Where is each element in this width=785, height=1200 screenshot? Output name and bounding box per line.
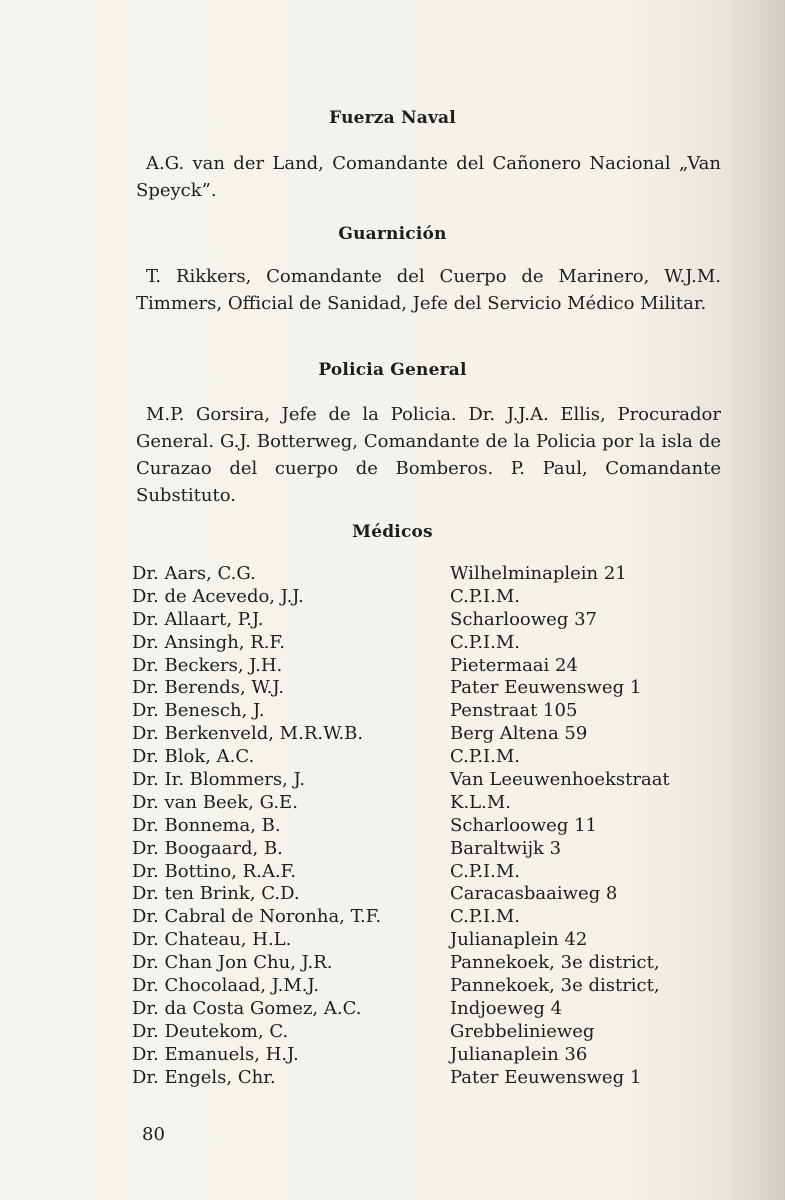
list-item <box>132 929 692 952</box>
list-item <box>132 952 692 975</box>
list-item <box>132 861 692 884</box>
list-item <box>132 1044 692 1067</box>
list-item <box>132 815 692 838</box>
doctor-address: Scharlooweg 37 <box>450 608 597 630</box>
paragraph: T. Rikkers, Comandante del Cuerpo de Marinero, W.J.M. Timmers, Official de Sanidad, Jefe del Servicio Médico Militar. <box>136 266 721 314</box>
doctor-name: Dr. Emanuels, H.J. <box>132 1043 299 1065</box>
doctor-address: Pater Eeuwensweg 1 <box>450 677 642 699</box>
doctor-name: Dr. Ir. Blommers, J. <box>132 769 306 791</box>
doctor-address: C.P.I.M. <box>450 906 521 928</box>
section-text-guarnicion <box>136 263 721 317</box>
doctor-address: Wilhelminaplein 21 <box>450 563 627 584</box>
list-item <box>132 883 692 906</box>
doctor-name: Dr. Chan Jon Chu, J.R. <box>132 952 333 974</box>
section-heading-guarnicion: Guarnición <box>338 224 447 244</box>
list-item <box>132 700 692 723</box>
section-text-fuerza-naval <box>136 150 721 204</box>
list-item <box>132 746 692 769</box>
doctor-name: Dr. Chocolaad, J.M.J. <box>132 975 320 997</box>
doctor-name: Dr. Blok, A.C. <box>132 746 255 768</box>
doctor-address: Scharlooweg 11 <box>450 814 597 836</box>
doctor-address: Julianaplein 36 <box>450 1043 588 1065</box>
section-heading-medicos: Médicos <box>352 522 433 542</box>
doctor-name: Dr. de Acevedo, J.J. <box>132 585 304 607</box>
doctor-address: C.P.I.M. <box>450 746 521 768</box>
list-item <box>132 723 692 746</box>
section-heading-fuerza-naval: Fuerza Naval <box>329 108 456 128</box>
doctor-address: Baraltwijk 3 <box>450 837 562 859</box>
doctor-address: Indjoeweg 4 <box>450 997 563 1019</box>
paragraph: M.P. Gorsira, Jefe de la Policia. Dr. J.J.A. Ellis, Procurador General. G.J. Botterweg, Comandante de la Policia por la isla de Curazao del cuerpo de Bomberos. P. Paul, Comandante Substituto. <box>136 404 721 506</box>
list-item <box>132 975 692 998</box>
list-item <box>132 906 692 929</box>
doctor-address: Penstraat 105 <box>450 700 578 722</box>
list-item <box>132 769 692 792</box>
list-item <box>132 677 692 700</box>
doctor-name: Dr. Deutekom, C. <box>132 1020 289 1042</box>
doctor-name: Dr. Engels, Chr. <box>132 1066 276 1088</box>
doctor-name: Dr. ten Brink, C.D. <box>132 883 300 905</box>
doctor-address: Grebbelinieweg <box>450 1020 595 1042</box>
list-item <box>132 998 692 1021</box>
doctor-address: Caracasbaaiweg 8 <box>450 883 618 905</box>
list-item <box>132 1067 692 1090</box>
doctor-address: Julianaplein 42 <box>450 929 588 951</box>
list-item <box>132 609 692 632</box>
doctor-address: C.P.I.M. <box>450 631 521 653</box>
doctor-name: Dr. Bonnema, B. <box>132 814 281 836</box>
doctor-address: Pannekoek, 3e district, <box>450 975 660 997</box>
doctor-address: Pietermaai 24 <box>450 654 578 676</box>
doctor-address: C.P.I.M. <box>450 860 521 882</box>
doctor-name: Dr. Benesch, J. <box>132 700 265 722</box>
doctor-name: Dr. van Beek, G.E. <box>132 791 298 813</box>
doctor-name: Dr. Beckers, J.H. <box>132 654 283 676</box>
paragraph: A.G. van der Land, Comandante del Cañonero Nacional „Van Speyck”. <box>136 153 721 201</box>
doctor-address: Van Leeuwenhoekstraat <box>450 769 670 791</box>
doctor-address: C.P.I.M. <box>450 585 521 607</box>
doctor-address: Pater Eeuwensweg 1 <box>450 1066 642 1088</box>
doctor-name: Dr. Berkenveld, M.R.W.B. <box>132 723 364 745</box>
doctor-address: K.L.M. <box>450 791 511 813</box>
list-item <box>132 838 692 861</box>
list-item <box>132 792 692 815</box>
doctor-name: Dr. Bottino, R.A.F. <box>132 860 297 882</box>
list-item <box>132 1021 692 1044</box>
doctor-name: Dr. Ansingh, R.F. <box>132 631 285 653</box>
doctor-name: Dr. Cabral de Noronha, T.F. <box>132 906 382 928</box>
doctor-name: Dr. Boogaard, B. <box>132 837 283 859</box>
list-item <box>132 632 692 655</box>
medicos-list <box>132 563 692 1089</box>
doctor-name: Dr. Chateau, H.L. <box>132 929 292 951</box>
page-number: 80 <box>142 1124 165 1145</box>
doctor-name: Dr. da Costa Gomez, A.C. <box>132 997 362 1019</box>
list-item <box>132 655 692 678</box>
doctor-name: Dr. Aars, C.G. <box>132 563 256 584</box>
list-item <box>132 563 692 586</box>
doctor-address: Berg Altena 59 <box>450 723 588 745</box>
list-item <box>132 586 692 609</box>
section-text-policia-general <box>136 401 721 509</box>
doctor-address: Pannekoek, 3e district, <box>450 952 660 974</box>
doctor-name: Dr. Allaart, P.J. <box>132 608 264 630</box>
section-heading-policia-general: Policia General <box>318 360 467 380</box>
doctor-name: Dr. Berends, W.J. <box>132 677 285 699</box>
